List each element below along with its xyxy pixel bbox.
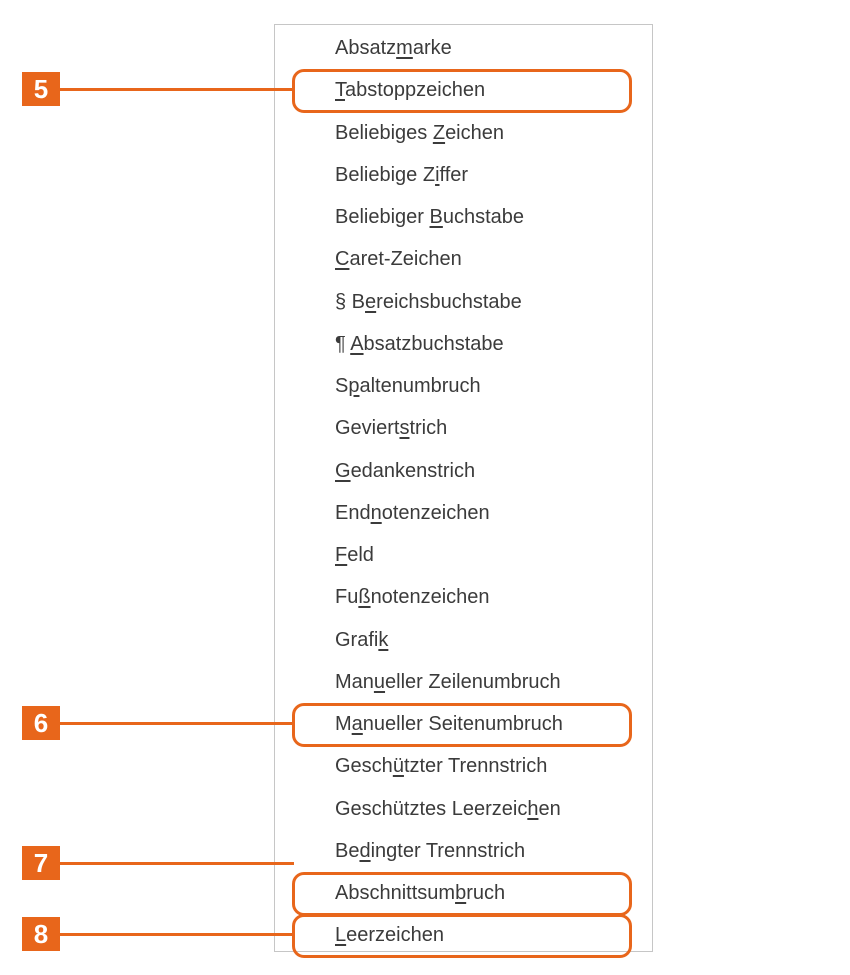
menu-item-label-part: altenumbruch (359, 375, 481, 397)
menu-item-label-part: Fu (335, 586, 359, 609)
menu-item-accelerator-key: s (399, 417, 410, 440)
callout-number-badge: 7 (22, 846, 60, 880)
callout-connector-line (60, 88, 294, 91)
menu-item-accelerator-key: B (429, 206, 443, 228)
menu-item-accelerator-key: d (359, 839, 371, 862)
callout-highlight-frame (292, 703, 632, 747)
menu-item[interactable] (335, 155, 468, 195)
menu-item[interactable] (335, 831, 525, 871)
menu-item-label-part: Beliebiger (335, 206, 430, 228)
menu-item-accelerator-key: n (370, 501, 382, 524)
menu-item[interactable] (335, 789, 561, 829)
menu-item-label-part: eerzeichen (346, 924, 444, 947)
menu-item-label-part: Man (335, 670, 374, 693)
special-characters-menu (274, 24, 653, 952)
menu-item-accelerator-key: C (335, 248, 350, 271)
menu-item-accelerator-key: ß (358, 586, 371, 609)
menu-item-label-part: edankenstrich (350, 459, 476, 482)
menu-item-accelerator-key: k (378, 628, 389, 651)
menu-item-label-part: aret-Zeichen (349, 248, 462, 271)
menu-item-label-part: End (335, 501, 371, 524)
menu-item-label-part: Abschnittsum (335, 882, 456, 904)
menu-item[interactable] (335, 451, 475, 491)
menu-item[interactable] (335, 577, 490, 617)
callout-highlight-frame (292, 872, 632, 916)
menu-item-label-part: notenzeichen (370, 586, 490, 609)
menu-item-accelerator-key: Z (432, 121, 446, 144)
menu-item-label-part: ffer (439, 163, 469, 186)
menu-item-label-part: Gesch (335, 755, 393, 778)
menu-item-accelerator-key: p (348, 375, 360, 397)
menu-item[interactable] (335, 408, 447, 448)
callout-number-badge: 6 (22, 706, 60, 740)
menu-item-accelerator-key: i (435, 163, 440, 186)
menu-item-label-part: eld (347, 544, 374, 566)
menu-item[interactable] (335, 113, 504, 153)
menu-item-label-part: ruch (466, 882, 506, 904)
menu-item-label-part: Be (335, 839, 360, 862)
menu-item[interactable] (335, 197, 524, 237)
callout-connector-line (60, 933, 294, 936)
menu-item-label-part: Beliebige Z (335, 163, 436, 186)
callout-number-badge: 5 (22, 72, 60, 106)
menu-item-accelerator-key: ü (392, 755, 404, 778)
menu-item-label-part: otenzeichen (381, 501, 490, 524)
menu-item-label-part: Grafi (335, 628, 379, 651)
menu-item[interactable] (335, 282, 522, 322)
menu-item-accelerator-key: T (335, 79, 345, 102)
menu-item[interactable] (335, 493, 490, 533)
menu-item-label-part: en (538, 797, 561, 820)
menu-item-label-part: eichen (445, 121, 504, 144)
callout-connector-line (60, 862, 294, 865)
menu-item-label-part: Geschütztes Leerzeic (335, 797, 528, 820)
menu-item-accelerator-key: m (396, 37, 413, 59)
callout-connector-line (60, 722, 294, 725)
menu-item-label-part: bsatzbuchstabe (363, 332, 504, 355)
menu-item[interactable] (335, 620, 388, 660)
menu-item-label-part: M (335, 713, 352, 735)
menu-item-label-part: nueller Seitenumbruch (362, 713, 563, 735)
menu-item[interactable] (335, 28, 452, 68)
menu-item-label-part: § B (335, 290, 366, 313)
menu-item-label-part: eller Zeilenumbruch (385, 670, 561, 693)
menu-item-accelerator-key: u (373, 670, 386, 693)
menu-item-label-part: reichsbuchstabe (376, 290, 522, 313)
menu-item[interactable] (335, 324, 504, 364)
menu-item-label-part: abstoppzeichen (345, 79, 486, 102)
callout-highlight-frame (292, 914, 632, 958)
menu-item-accelerator-key: h (527, 797, 539, 820)
menu-item[interactable] (335, 366, 481, 406)
menu-item-label-part: Beliebiges (335, 121, 433, 144)
menu-item-label-part: trich (409, 417, 448, 440)
menu-item[interactable] (335, 746, 547, 786)
menu-item[interactable] (335, 239, 462, 279)
menu-item[interactable] (335, 535, 374, 575)
menu-item-label-part: ingter Trennstrich (370, 839, 526, 862)
menu-item[interactable] (335, 662, 561, 702)
menu-item-accelerator-key: e (365, 290, 377, 313)
menu-item-label-part: Absatz (335, 37, 397, 59)
menu-item-label-part: arke (412, 37, 452, 59)
menu-item-accelerator-key: b (455, 882, 467, 904)
menu-item-accelerator-key: L (335, 924, 347, 947)
menu-item-label-part: uchstabe (442, 206, 525, 228)
menu-item-label-part: S (335, 375, 349, 397)
callout-number-badge: 8 (22, 917, 60, 951)
menu-item-accelerator-key: a (351, 713, 363, 735)
menu-item-label-part: ¶ (335, 332, 351, 355)
callout-highlight-frame (292, 69, 632, 113)
menu-item-accelerator-key: F (335, 544, 348, 566)
menu-item-accelerator-key: A (350, 332, 364, 355)
menu-item-accelerator-key: G (335, 459, 351, 482)
menu-item-label-part: Geviert (335, 417, 400, 440)
menu-item-label-part: tzter Trennstrich (403, 755, 548, 778)
